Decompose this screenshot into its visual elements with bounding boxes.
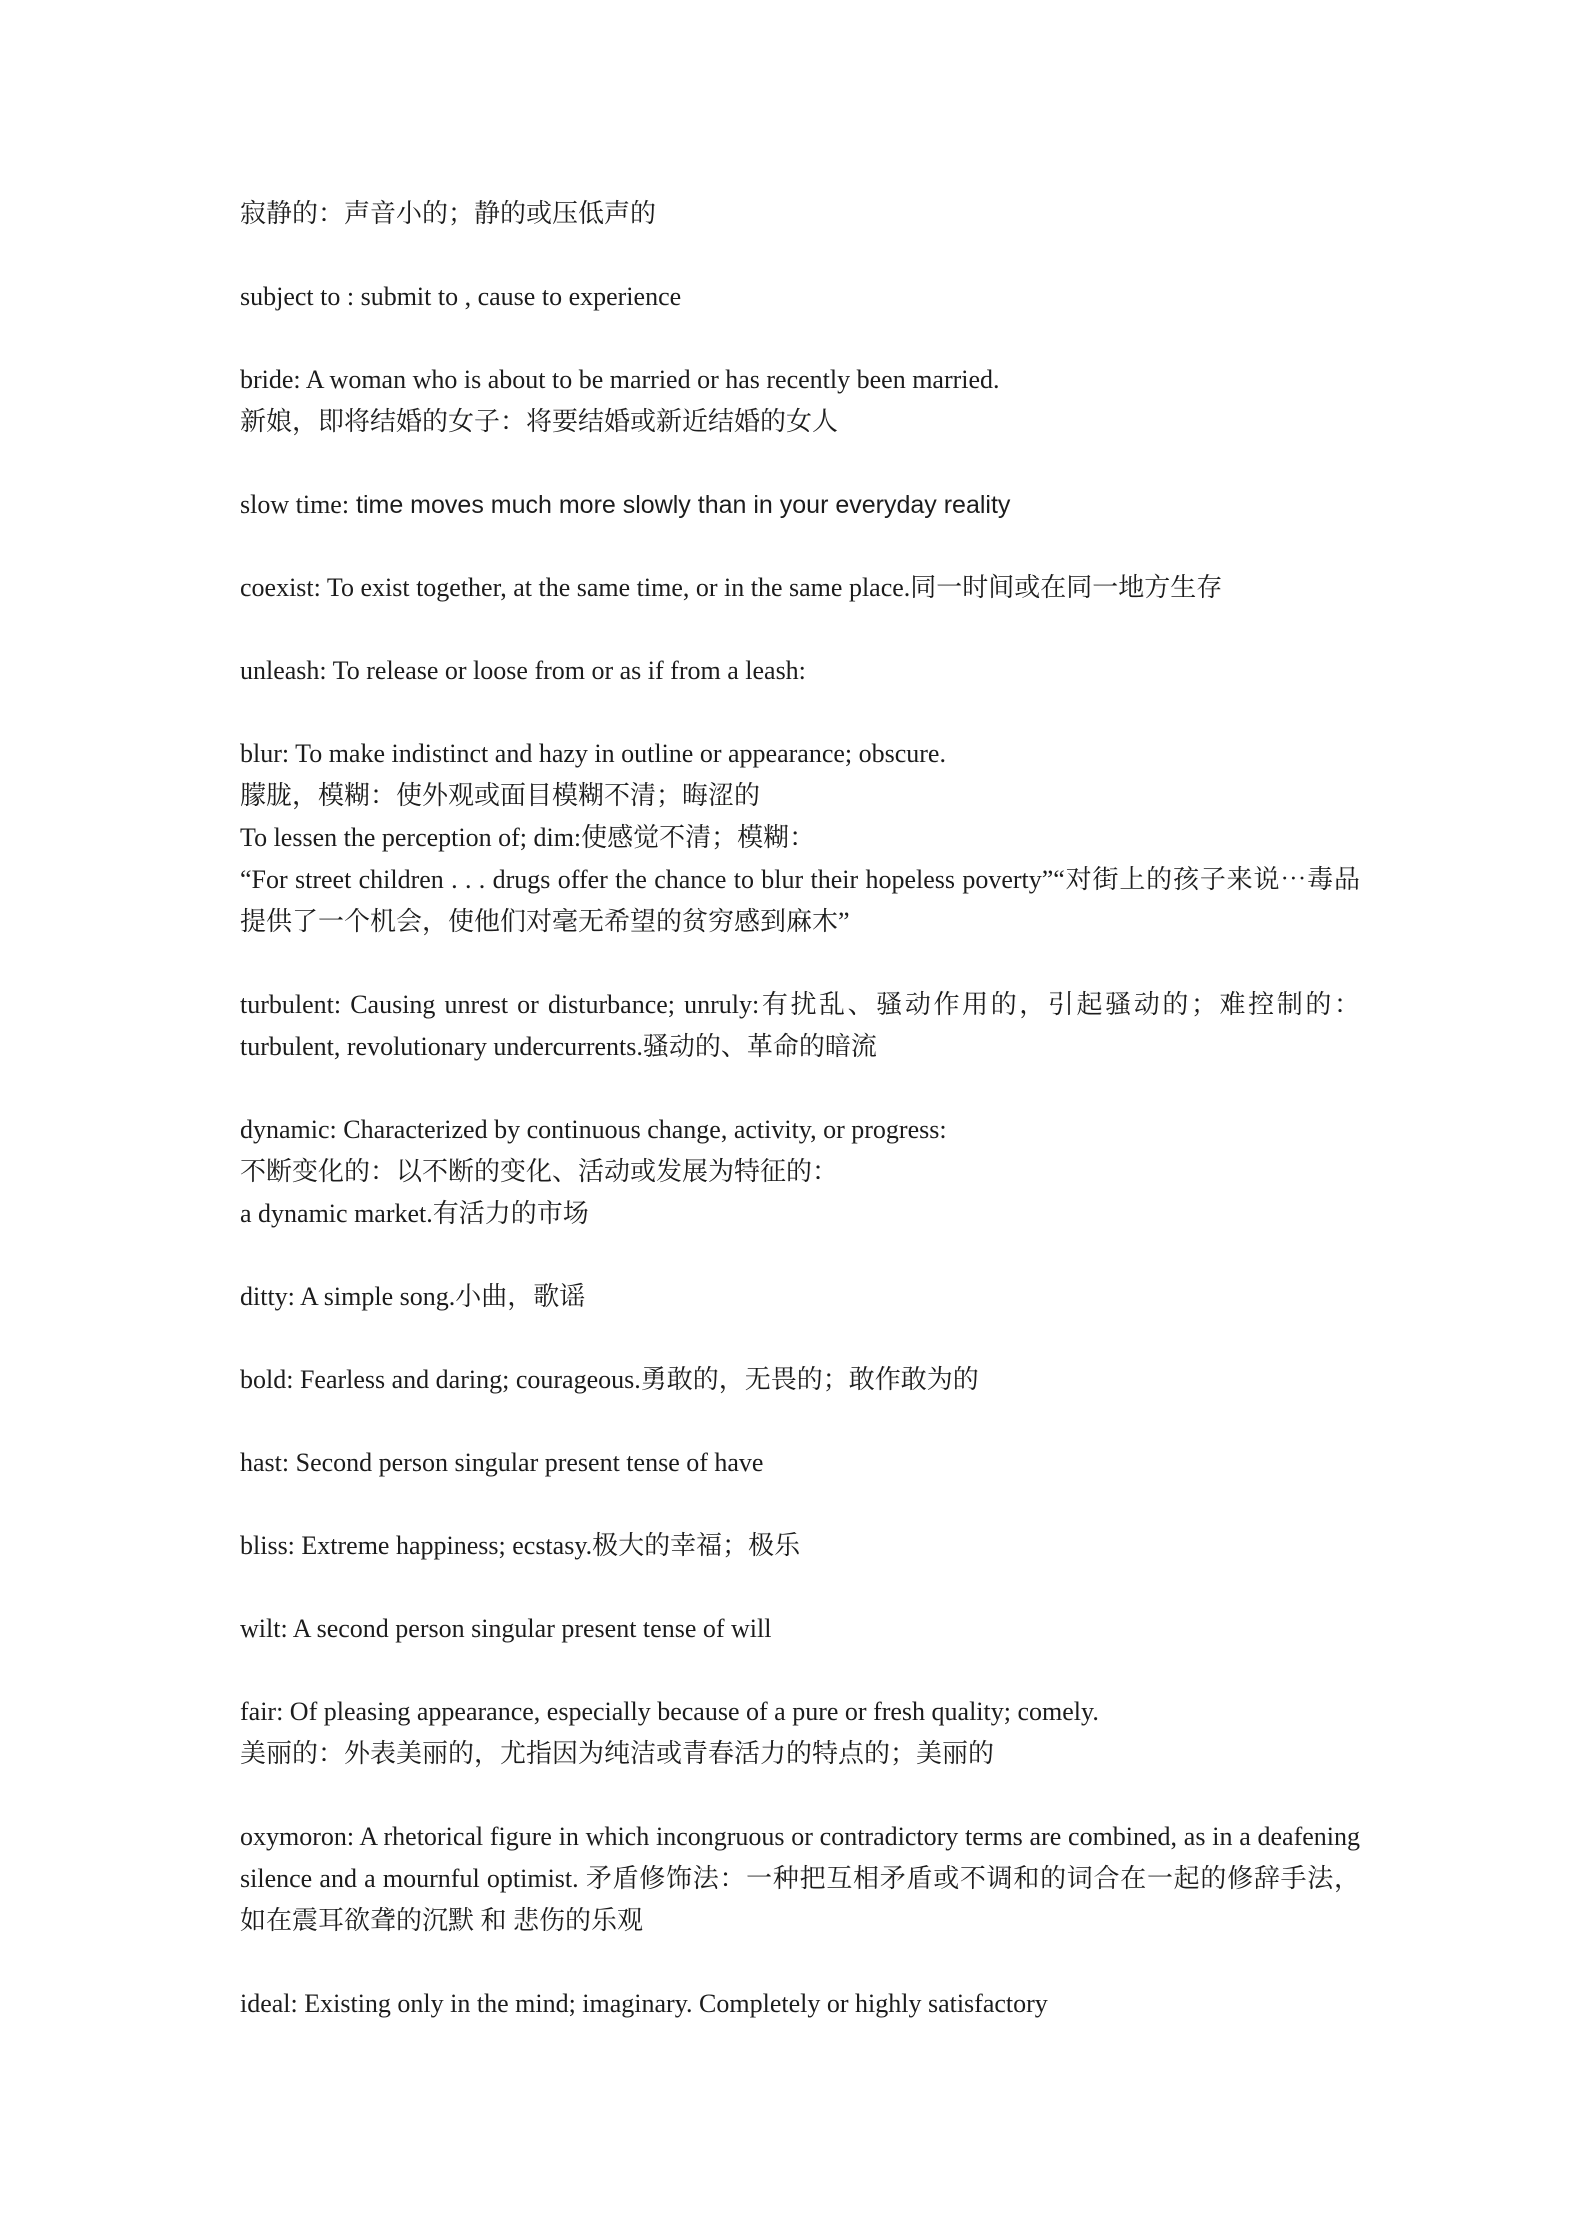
entry-line: ideal: Existing only in the mind; imaginary. Completely or highly satisfactory (240, 1989, 1048, 2018)
entry-quiet (240, 193, 1360, 235)
entry-line: To lessen the perception of; dim:使感觉不清；模糊： (240, 823, 816, 852)
entry-blur-example (240, 859, 1360, 943)
entry-bold (240, 1359, 1360, 1401)
entry-line: oxymoron: A rhetorical figure in which incongruous or contradictory terms are combined, as in a deafening silence and a mournful optimist. 矛盾修饰法：一种把互相矛盾或不调和的词合在一起的修辞手法，如在震耳欲聋的沉默 和 悲伤的乐观 (240, 1822, 1360, 1935)
entry-term: slow time: (240, 490, 350, 519)
entry-line (240, 484, 1360, 526)
vocabulary-list (240, 193, 1360, 2066)
entry-line: a dynamic market.有活力的市场 (240, 1199, 589, 1228)
entry-line: fair: Of pleasing appearance, especially because of a pure or fresh quality; comely. (240, 1697, 1099, 1726)
entry-line: turbulent: Causing unrest or disturbance; unruly:有扰乱、骚动作用的，引起骚动的；难控制的：turbulent, revolutionary undercurrents.骚动的、革命的暗流 (240, 990, 1360, 1061)
entry-line: 朦胧，模糊：使外观或面目模糊不清；晦涩的 (240, 781, 761, 810)
entry-ideal (240, 1983, 1360, 2025)
entry-line: coexist: To exist together, at the same time, or in the same place.同一时间或在同一地方生存 (240, 573, 1223, 602)
entry-line: 新娘，即将结婚的女子：将要结婚或新近结婚的女人 (240, 407, 839, 436)
entry-ditty (240, 1276, 1360, 1318)
entry-wilt (240, 1608, 1360, 1650)
entry-line: 不断变化的：以不断的变化、活动或发展为特征的： (240, 1157, 839, 1186)
entry-coexist (240, 567, 1360, 609)
entry-line: hast: Second person singular present tense of have (240, 1448, 764, 1477)
entry-bliss (240, 1525, 1360, 1567)
entry-unleash (240, 650, 1360, 692)
entry-line: 美丽的：外表美丽的，尤指因为纯洁或青春活力的特点的；美丽的 (240, 1739, 995, 1768)
entry-line: “For street children . . . drugs offer the chance to blur their hopeless poverty”“对街上的孩子来说⋯毒品提供了一个机会，使他们对毫无希望的贫穷感到麻木” (240, 865, 1360, 936)
entry-blur (240, 733, 1360, 859)
entry-oxymoron (240, 1816, 1360, 1942)
entry-line: 寂静的：声音小的；静的或压低声的 (240, 199, 657, 228)
entry-line: wilt: A second person singular present tense of will (240, 1614, 772, 1643)
entry-slow-time (240, 484, 1360, 526)
entry-dynamic (240, 1109, 1360, 1235)
entry-line: ditty: A simple song.小曲，歌谣 (240, 1282, 586, 1311)
entry-line: blur: To make indistinct and hazy in outline or appearance; obscure. (240, 739, 946, 768)
entry-line: bliss: Extreme happiness; ecstasy.极大的幸福；极乐 (240, 1531, 801, 1560)
entry-subject-to (240, 276, 1360, 318)
entry-turbulent (240, 984, 1360, 1068)
entry-hast (240, 1442, 1360, 1484)
entry-line: subject to : submit to , cause to experience (240, 282, 682, 311)
entry-definition: time moves much more slowly than in your everyday reality (349, 491, 1011, 519)
entry-bride (240, 359, 1360, 443)
entry-line: dynamic: Characterized by continuous change, activity, or progress: (240, 1115, 947, 1144)
entry-line: bride: A woman who is about to be married or has recently been married. (240, 365, 1000, 394)
entry-line: bold: Fearless and daring; courageous.勇敢的，无畏的；敢作敢为的 (240, 1365, 979, 1394)
entry-line: unleash: To release or loose from or as if from a leash: (240, 656, 806, 685)
entry-fair (240, 1691, 1360, 1775)
